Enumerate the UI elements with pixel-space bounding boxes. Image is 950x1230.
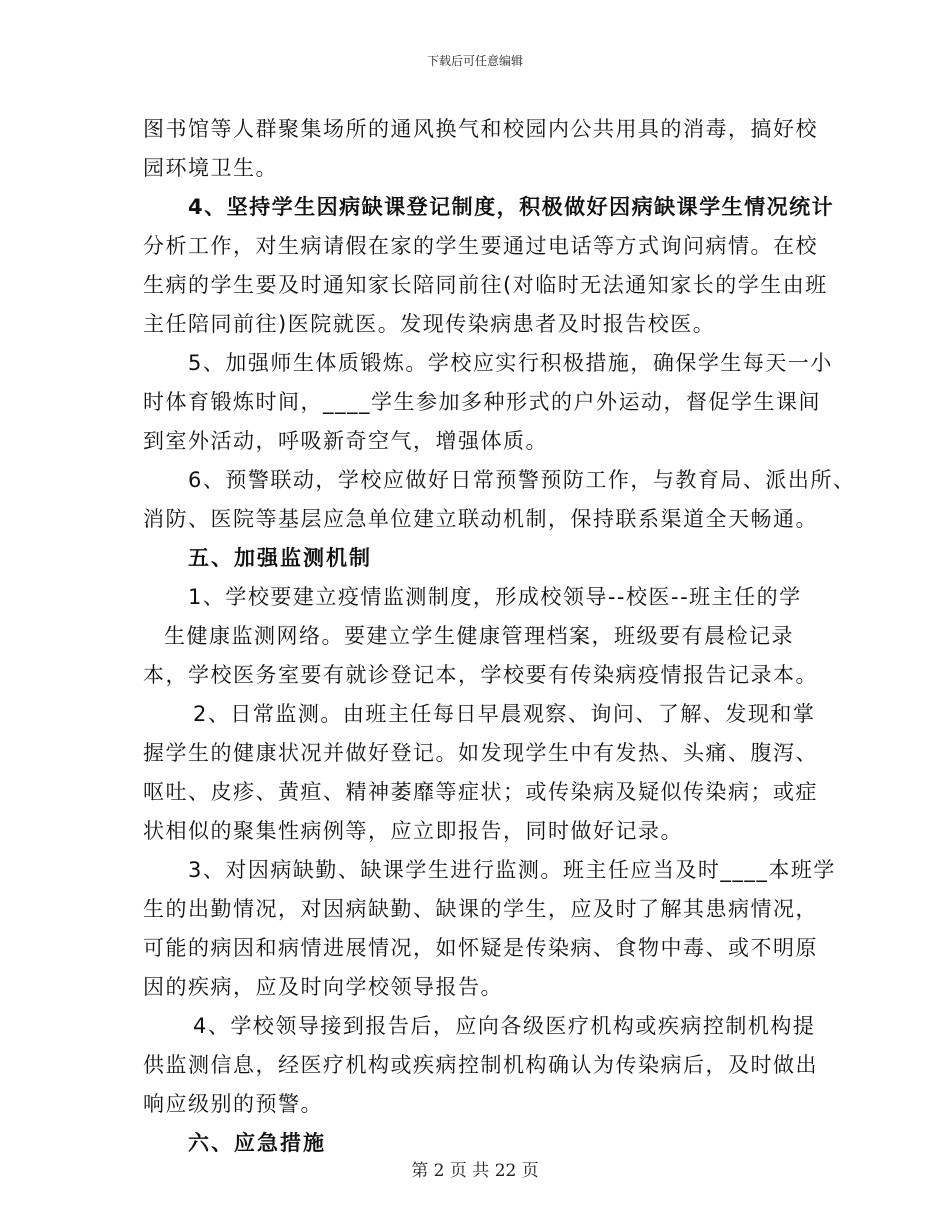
paragraph-line: 3、对因病缺勤、缺课学生进行监测。班主任应当及时____本班学 [188, 858, 836, 882]
paragraph-line: 5、加强师生体质锻炼。学校应实行积极措施，确保学生每天一小 [188, 351, 833, 375]
paragraph-line: 握学生的健康状况并做好登记。如发现学生中有发热、头痛、腹泻、 [143, 741, 818, 765]
paragraph-line: 因的疾病，应及时向学校领导报告。 [143, 975, 503, 999]
paragraph-line: 供监测信息，经医疗机构或疾病控制机构确认为传染病后，及时做出 [143, 1053, 818, 1077]
paragraph-line: 本，学校医务室要有就诊登记本，学校要有传染病疫情报告记录本。 [143, 663, 818, 687]
paragraph-line: 1、学校要建立疫情监测制度，形成校领导--校医--班主任的学 [188, 585, 802, 609]
paragraph-line: 生健康监测网络。要建立学生健康管理档案，班级要有晨检记录 [164, 624, 794, 648]
section-heading: 五、加强监测机制 [188, 546, 372, 570]
paragraph-line: 4、坚持学生因病缺课登记制度，积极做好因病缺课学生情况统计 [188, 195, 835, 219]
paragraph-line: 生病的学生要及时通知家长陪同前往(对临时无法通知家长的学生由班 [143, 273, 828, 297]
paragraph-line: 可能的病因和病情进展情况，如怀疑是传染病、食物中毒、或不明原 [143, 936, 818, 960]
paragraph-line: 到室外活动，呼吸新奇空气，增强体质。 [143, 429, 548, 453]
paragraph-line: 2、日常监测。由班主任每日早晨观察、询问、了解、发现和掌 [193, 702, 816, 726]
paragraph-line: 主任陪同前往)医院就医。发现传染病患者及时报告校医。 [143, 312, 716, 336]
paragraph-line: 消防、医院等基层应急单位建立联动机制，保持联系渠道全天畅通。 [143, 507, 818, 531]
paragraph-line: 园环境卫生。 [143, 156, 278, 180]
paragraph-line: 图书馆等人群聚集场所的通风换气和校园内公共用具的消毒，搞好校 [143, 117, 818, 141]
paragraph-line: 4、学校领导接到报告后，应向各级医疗机构或疾病控制机构提 [193, 1014, 816, 1038]
paragraph-line: 时体育锻炼时间，____学生参加多种形式的户外运动，督促学生课间 [143, 390, 821, 414]
paragraph-line: 呕吐、皮疹、黄疸、精神萎靡等症状；或传染病及疑似传染病；或症 [143, 780, 818, 804]
paragraph-line: 生的出勤情况，对因病缺勤、缺课的学生，应及时了解其患病情况， [143, 897, 818, 921]
paragraph-line: 分析工作，对生病请假在家的学生要通过电话等方式询问病情。在校 [143, 234, 818, 258]
section-heading: 六、应急措施 [188, 1131, 326, 1155]
paragraph-line: 状相似的聚集性病例等，应立即报告，同时做好记录。 [143, 819, 683, 843]
download-edit-note: 下载后可任意编辑 [426, 54, 523, 68]
page-number: 第 2 页 共 22 页 [411, 1161, 539, 1181]
paragraph-line: 响应级别的预警。 [143, 1092, 323, 1116]
paragraph-line: 6、预警联动，学校应做好日常预警预防工作，与教育局、派出所、 [188, 468, 856, 492]
